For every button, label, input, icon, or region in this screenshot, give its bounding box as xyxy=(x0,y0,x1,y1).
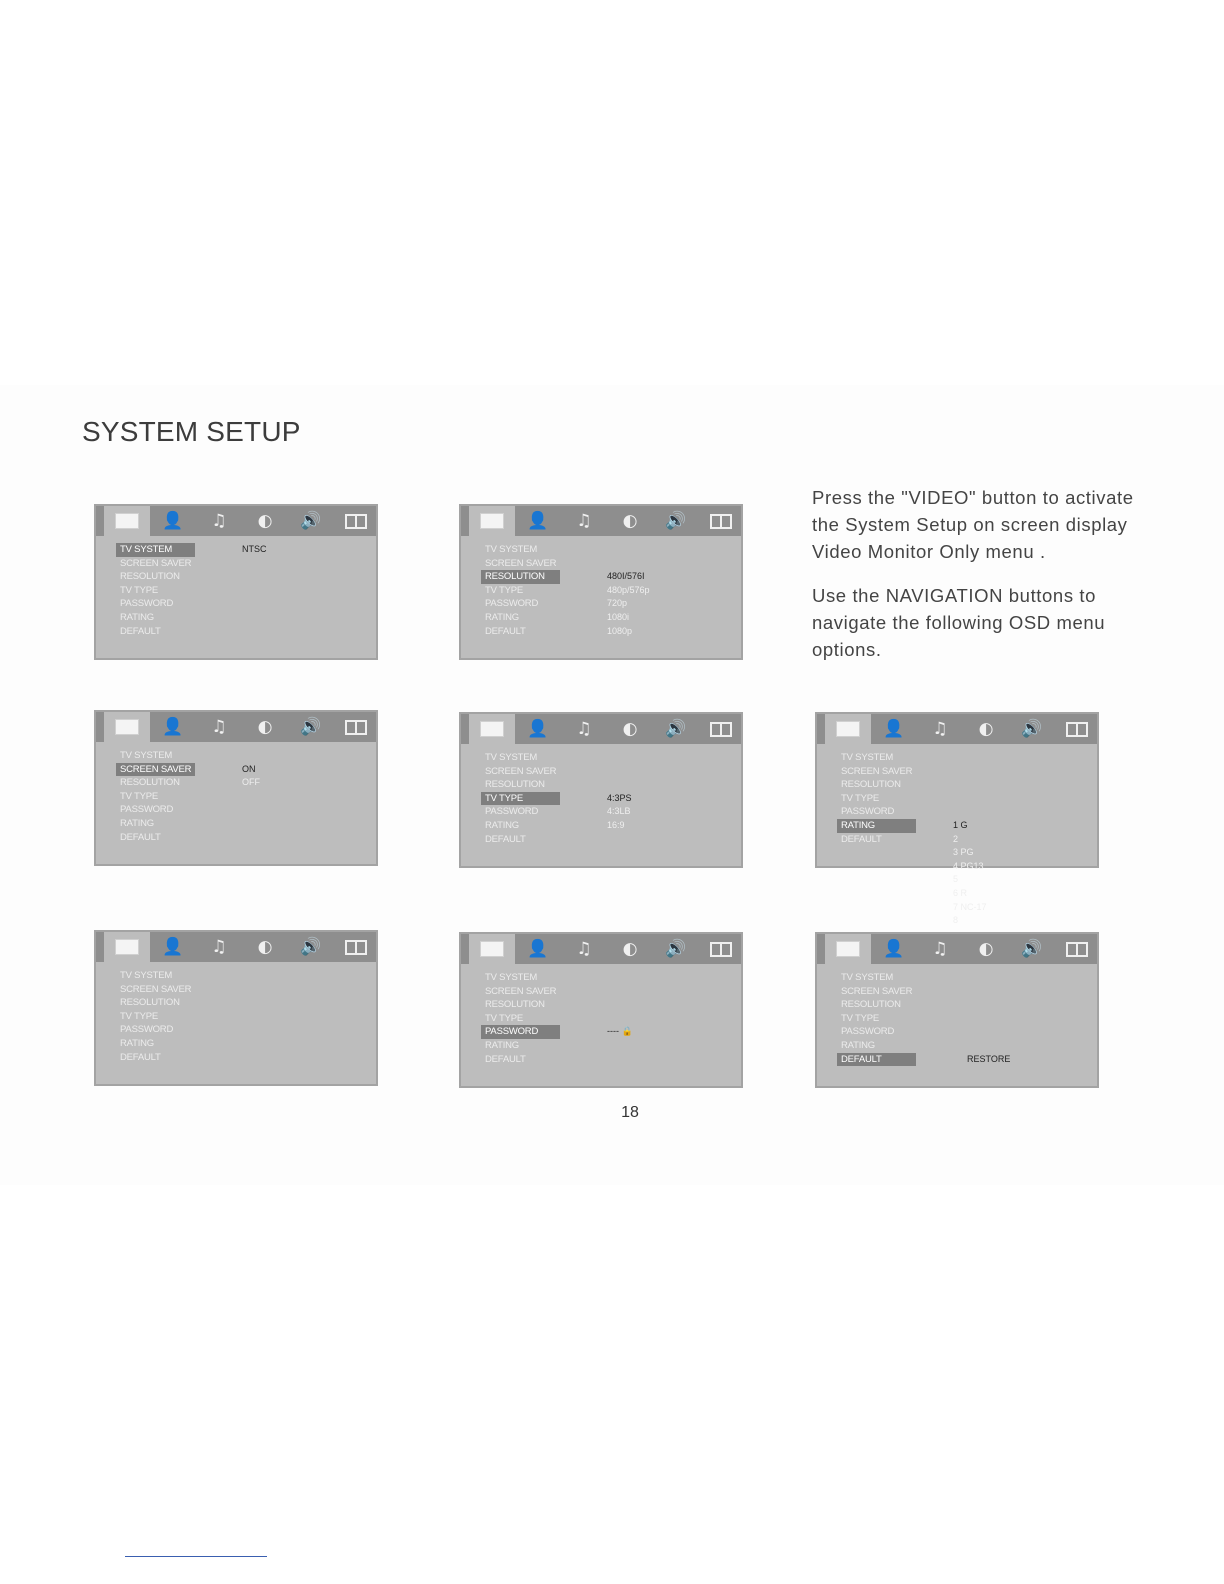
osd-option-value: ON xyxy=(242,763,256,774)
osd-menu-item: DEFAULT xyxy=(485,833,526,845)
audio-document-icon: ♫ xyxy=(211,716,227,737)
osd-menu-item: TV SYSTEM xyxy=(841,752,894,763)
video-monitor-icon xyxy=(104,506,150,536)
osd-screen-default xyxy=(815,932,1099,1088)
osd-menu-item: PASSWORD xyxy=(485,598,539,610)
osd-menu-item: RESOLUTION xyxy=(485,779,545,791)
speaker-volume-icon: 🔊 xyxy=(665,718,687,739)
osd-menu-item: TV SYSTEM xyxy=(120,970,173,981)
osd-menu-list xyxy=(837,751,916,846)
speaker-volume-icon: 🔊 xyxy=(665,938,687,959)
osd-screen-resolution xyxy=(459,504,743,660)
user-person-icon: 👤 xyxy=(162,510,184,531)
instruction-paragraph-2: Use the NAVIGATION buttons to navigate the following OSD menu options. xyxy=(812,585,1106,660)
user-person-icon: 👤 xyxy=(883,938,905,959)
footer-line xyxy=(125,1556,267,1557)
user-person-icon: 👤 xyxy=(527,718,549,739)
osd-tab-bar xyxy=(817,934,1097,964)
user-person-icon: 👤 xyxy=(527,510,549,531)
osd-menu-list xyxy=(116,969,195,1064)
osd-option-list xyxy=(242,543,267,557)
osd-menu-item: RATING xyxy=(837,819,916,833)
osd-menu-item: TV SYSTEM xyxy=(485,544,538,555)
speaker-volume-icon: 🔊 xyxy=(1021,718,1043,739)
speaker-volume-icon: 🔊 xyxy=(300,936,322,957)
osd-option-value: 7 NC-17 xyxy=(953,901,987,912)
osd-menu-item: RESOLUTION xyxy=(120,777,180,789)
osd-menu-item: TV SYSTEM xyxy=(116,543,195,557)
osd-menu-list xyxy=(481,751,560,846)
user-person-icon: 👤 xyxy=(162,716,184,737)
osd-menu-item: TV TYPE xyxy=(120,1010,159,1022)
osd-option-value: 4 PG13 xyxy=(953,860,984,871)
color-adjust-icon: ◐ xyxy=(257,510,273,531)
instructions xyxy=(812,484,1152,680)
osd-menu-item: TV TYPE xyxy=(120,584,159,596)
osd-menu-item: PASSWORD xyxy=(120,804,174,816)
osd-menu-item: RESOLUTION xyxy=(120,571,180,583)
osd-menu-item: TV TYPE xyxy=(841,1012,880,1024)
speaker-volume-icon: 🔊 xyxy=(300,716,322,737)
osd-menu-list xyxy=(116,543,195,638)
osd-menu-item: DEFAULT xyxy=(485,1053,526,1065)
osd-option-value: 480I/576I xyxy=(607,571,645,582)
osd-screen-password xyxy=(459,932,743,1088)
osd-menu-item: PASSWORD xyxy=(841,1026,895,1038)
video-monitor-icon xyxy=(104,932,150,962)
osd-option-value: 480p/576p xyxy=(607,584,650,595)
osd-option-list xyxy=(607,570,650,638)
osd-menu-item: TV SYSTEM xyxy=(120,750,173,761)
osd-screen-rating xyxy=(815,712,1099,926)
osd-option-value: ---- 🔒 xyxy=(607,1026,633,1037)
osd-screen-menu xyxy=(94,930,378,1086)
osd-menu-item: RATING xyxy=(485,1039,519,1051)
color-adjust-icon: ◐ xyxy=(257,936,273,957)
osd-menu-item: SCREEN SAVER xyxy=(116,763,195,777)
osd-option-value: 720p xyxy=(607,598,628,609)
osd-menu-list xyxy=(481,971,560,1066)
osd-option-list xyxy=(967,1053,1010,1067)
osd-tab-bar xyxy=(461,506,741,536)
osd-menu-item: TV SYSTEM xyxy=(841,972,894,983)
osd-tab-bar xyxy=(96,712,376,742)
speaker-volume-icon: 🔊 xyxy=(1021,938,1043,959)
osd-menu-item: RATING xyxy=(120,611,154,623)
osd-menu-item: RATING xyxy=(485,611,519,623)
osd-tab-bar xyxy=(96,506,376,536)
page-number: 18 xyxy=(621,1104,639,1121)
speaker-volume-icon: 🔊 xyxy=(300,510,322,531)
color-adjust-icon: ◐ xyxy=(978,718,994,739)
speaker-volume-icon: 🔊 xyxy=(665,510,687,531)
audio-document-icon: ♫ xyxy=(576,510,592,531)
osd-menu-item: SCREEN SAVER xyxy=(841,985,913,997)
osd-menu-item: RATING xyxy=(841,1039,875,1051)
osd-menu-item: SCREEN SAVER xyxy=(120,557,192,569)
osd-menu-item: RATING xyxy=(120,1037,154,1049)
color-adjust-icon: ◐ xyxy=(978,938,994,959)
osd-option-value: 8 xyxy=(953,915,959,926)
osd-menu-list xyxy=(481,543,560,638)
dolby-icon xyxy=(333,932,379,962)
osd-menu-item: RATING xyxy=(120,817,154,829)
osd-menu-item: SCREEN SAVER xyxy=(485,765,557,777)
osd-tab-bar xyxy=(461,714,741,744)
dolby-icon xyxy=(1054,934,1100,964)
video-monitor-icon xyxy=(469,934,515,964)
osd-menu-item: DEFAULT xyxy=(120,831,161,843)
osd-menu-item: TV TYPE xyxy=(120,790,159,802)
osd-menu-item: RATING xyxy=(485,819,519,831)
video-monitor-icon xyxy=(825,714,871,744)
osd-option-value: NTSC xyxy=(242,544,267,554)
osd-menu-item: TV TYPE xyxy=(841,792,880,804)
dolby-icon xyxy=(698,714,744,744)
osd-menu-item: RESOLUTION xyxy=(841,779,901,791)
osd-option-value: 2 xyxy=(953,833,959,844)
osd-screen-tv-type xyxy=(459,712,743,868)
dolby-icon xyxy=(333,506,379,536)
audio-document-icon: ♫ xyxy=(576,938,592,959)
osd-menu-item: TV SYSTEM xyxy=(485,752,538,763)
osd-menu-item: DEFAULT xyxy=(837,1053,916,1067)
audio-document-icon: ♫ xyxy=(932,718,948,739)
osd-menu-item: RESOLUTION xyxy=(120,997,180,1009)
osd-menu-item: TV TYPE xyxy=(485,584,524,596)
osd-option-value: 16:9 xyxy=(607,819,625,830)
osd-menu-item: PASSWORD xyxy=(841,806,895,818)
osd-menu-item: DEFAULT xyxy=(120,625,161,637)
osd-menu-item: RESOLUTION xyxy=(841,999,901,1011)
osd-menu-item: TV TYPE xyxy=(481,792,560,806)
video-monitor-icon xyxy=(469,714,515,744)
osd-option-value: 3 PG xyxy=(953,847,974,858)
osd-menu-item: SCREEN SAVER xyxy=(485,985,557,997)
user-person-icon: 👤 xyxy=(527,938,549,959)
dolby-icon xyxy=(333,712,379,742)
osd-option-value: 1080p xyxy=(607,625,633,636)
osd-option-value: 6 R xyxy=(953,887,968,898)
video-monitor-icon xyxy=(825,934,871,964)
osd-menu-item: TV TYPE xyxy=(485,1012,524,1024)
osd-menu-item: RESOLUTION xyxy=(485,999,545,1011)
osd-screen-screen-saver xyxy=(94,710,378,866)
osd-option-value: 5 xyxy=(953,874,959,885)
osd-tab-bar xyxy=(817,714,1097,744)
audio-document-icon: ♫ xyxy=(576,718,592,739)
osd-menu-item: PASSWORD xyxy=(481,1025,560,1039)
osd-option-value: 4:3LB xyxy=(607,806,631,817)
audio-document-icon: ♫ xyxy=(211,510,227,531)
osd-option-list xyxy=(953,819,987,928)
osd-option-value: 1 G xyxy=(953,820,968,830)
video-monitor-icon xyxy=(104,712,150,742)
osd-menu-item: PASSWORD xyxy=(120,1024,174,1036)
audio-document-icon: ♫ xyxy=(932,938,948,959)
color-adjust-icon: ◐ xyxy=(622,718,638,739)
dolby-icon xyxy=(698,506,744,536)
osd-option-value: OFF xyxy=(242,777,260,788)
osd-menu-item: SCREEN SAVER xyxy=(120,983,192,995)
audio-document-icon: ♫ xyxy=(211,936,227,957)
osd-menu-item: SCREEN SAVER xyxy=(485,557,557,569)
osd-menu-list xyxy=(116,749,195,844)
instruction-paragraph-1: Press the "VIDEO" button to activate the System Setup on screen display Video Monitor Only menu . xyxy=(812,487,1134,562)
osd-menu-item: RESOLUTION xyxy=(481,570,560,584)
user-person-icon: 👤 xyxy=(883,718,905,739)
osd-menu-item: PASSWORD xyxy=(120,598,174,610)
video-monitor-icon xyxy=(469,506,515,536)
osd-option-value: RESTORE xyxy=(967,1053,1011,1064)
color-adjust-icon: ◐ xyxy=(622,938,638,959)
osd-option-list xyxy=(242,763,260,790)
osd-menu-item: DEFAULT xyxy=(120,1051,161,1063)
osd-tab-bar xyxy=(96,932,376,962)
user-person-icon: 👤 xyxy=(162,936,184,957)
osd-menu-item: PASSWORD xyxy=(485,806,539,818)
osd-option-value: 4:3PS xyxy=(607,792,632,803)
osd-menu-item: SCREEN SAVER xyxy=(841,765,913,777)
osd-menu-item: TV SYSTEM xyxy=(485,972,538,983)
dolby-icon xyxy=(698,934,744,964)
dolby-icon xyxy=(1054,714,1100,744)
osd-menu-item: DEFAULT xyxy=(841,833,882,845)
osd-option-value: 1080i xyxy=(607,611,630,622)
osd-menu-item: DEFAULT xyxy=(485,625,526,637)
osd-menu-list xyxy=(837,971,916,1066)
osd-screen-tv-system xyxy=(94,504,378,660)
osd-tab-bar xyxy=(461,934,741,964)
color-adjust-icon: ◐ xyxy=(257,716,273,737)
osd-option-list xyxy=(607,1025,633,1039)
page-title: SYSTEM SETUP xyxy=(82,416,301,447)
osd-option-list xyxy=(607,792,632,833)
color-adjust-icon: ◐ xyxy=(622,510,638,531)
